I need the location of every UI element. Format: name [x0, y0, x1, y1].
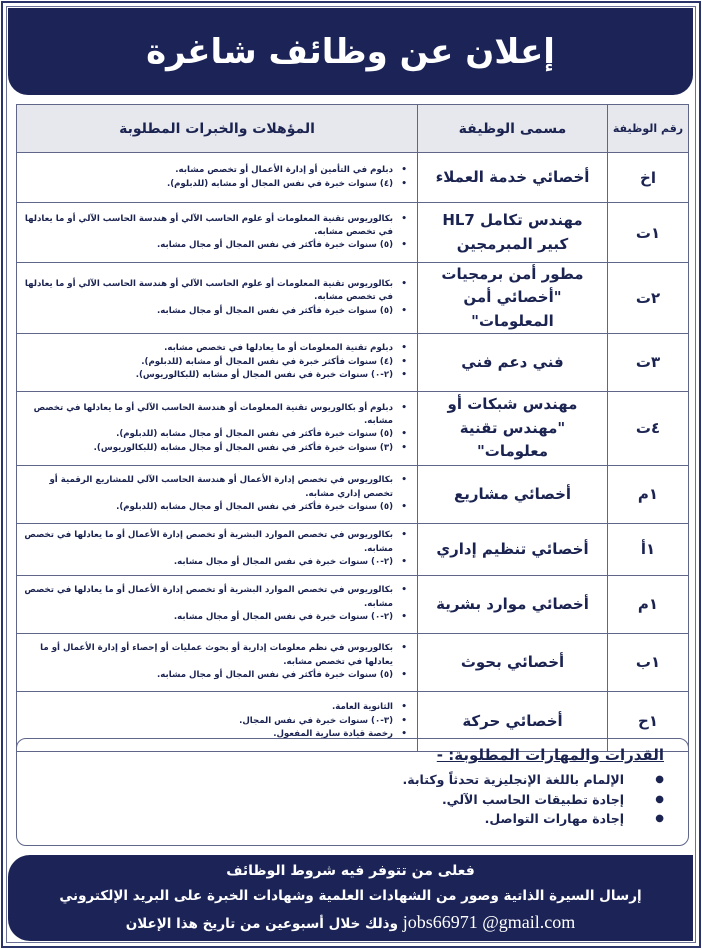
- skills-title: القدرات والمهارات المطلوبة: -: [436, 746, 664, 764]
- header-banner: [8, 8, 693, 95]
- job-code: ١م: [608, 465, 689, 523]
- column-header-title: مسمى الوظيفة: [418, 105, 608, 153]
- job-qualifications: [17, 203, 418, 263]
- qualification-item: • (٣) سنوات خبرة فأكثر في نفس المجال أو مجال مشابه (للبكالوريوس).: [23, 442, 409, 455]
- email-link[interactable]: jobs66971 @gmail.com: [402, 912, 576, 932]
- qualifications-list: [23, 164, 409, 191]
- qualification-item: • بكالوريوس في تخصص الموارد البشرية أو تخصص إدارة الأعمال أو ما يعادلها في تخصص مشابه.: [23, 529, 409, 556]
- job-title: أخصائي حركة: [418, 691, 608, 751]
- skill-item: ● الإلمام باللغة الإنجليزية تحدثاً وكتابة.: [17, 770, 664, 790]
- job-title: فني دعم فني: [418, 333, 608, 391]
- column-header-code: رقم الوظيفة: [608, 105, 689, 153]
- page-title: إعلان عن وظائف شاغرة: [146, 31, 555, 72]
- qualification-item: • بكالوريوس في تخصص إدارة الأعمال أو هندسة الحاسب الآلي للمشاريع الرقمية أو تخصص إداري مشابه.: [23, 474, 409, 501]
- table-row: [17, 391, 689, 465]
- footer-deadline: وذلك خلال أسبوعين من تاريخ هذا الإعلان: [125, 916, 398, 932]
- qualification-item: • بكالوريوس تقنية المعلومات أو علوم الحاسب الآلي أو هندسة الحاسب الآلي أو ما يعادلها في تخصص مشابه.: [23, 213, 409, 240]
- job-title: أخصائي خدمة العملاء: [418, 153, 608, 203]
- table-row: [17, 153, 689, 203]
- qualifications-list: [23, 213, 409, 253]
- job-title: أخصائي موارد بشرية: [418, 575, 608, 633]
- qualification-item: • (٥) سنوات خبرة فأكثر في نفس المجال أو مجال مشابه (للدبلوم).: [23, 501, 409, 514]
- qualification-item: • بكالوريوس في نظم معلومات إدارية أو بحوث عمليات أو إحصاء أو إدارة الأعمال أو ما يعادلها في تخصص مشابه.: [23, 642, 409, 669]
- job-code: ١أ: [608, 523, 689, 575]
- skills-box: [16, 738, 689, 846]
- table-row: [17, 575, 689, 633]
- qualification-item: • بكالوريوس تقنية المعلومات أو علوم الحاسب الآلي أو هندسة الحاسب الآلي أو ما يعادلها في تخصص مشابه.: [23, 278, 409, 305]
- job-qualifications: [17, 633, 418, 691]
- job-qualifications: [17, 523, 418, 575]
- job-code: ١ب: [608, 633, 689, 691]
- qualification-item: • (٢-٠) سنوات خبرة في نفس المجال أو مشابه (للبكالوريوس).: [23, 369, 409, 382]
- qualification-item: • (٢-٠) سنوات خبرة في نفس المجال أو مجال مشابه.: [23, 611, 409, 624]
- footer-banner: [8, 855, 693, 941]
- job-qualifications: [17, 575, 418, 633]
- qualifications-list: [23, 529, 409, 569]
- job-title: مهندس تكامل HL7 كبير المبرمجين: [418, 203, 608, 263]
- qualification-item: • (٤) سنوات خبرة في نفس المجال أو مشابه (للدبلوم).: [23, 178, 409, 191]
- qualification-item: • (٣-٠) سنوات خبرة في نفس المجال.: [23, 715, 409, 728]
- skills-list: [17, 770, 664, 829]
- footer-instructions: إرسال السيرة الذاتية وصور من الشهادات العلمية وشهادات الخبرة على البريد الإلكتروني: [59, 888, 642, 904]
- job-qualifications: [17, 465, 418, 523]
- qualification-item: • رخصة قيادة سارية المفعول.: [23, 728, 409, 741]
- table-row: [17, 333, 689, 391]
- qualification-item: • (٥) سنوات خبرة فأكثر في نفس المجال أو مجال مشابه.: [23, 305, 409, 318]
- skill-item: ● إجادة مهارات التواصل.: [17, 809, 664, 829]
- job-code: ٢ت: [608, 263, 689, 334]
- table-row: [17, 203, 689, 263]
- qualification-item: • (٢-٠) سنوات خبرة في نفس المجال أو مجال مشابه.: [23, 556, 409, 569]
- job-code: اخ: [608, 153, 689, 203]
- job-title: أخصائي مشاريع: [418, 465, 608, 523]
- footer-heading: فعلى من تتوفر فيه شروط الوظائف: [226, 863, 475, 879]
- qualification-item: • (٥) سنوات خبرة فأكثر في نفس المجال أو مجال مشابه.: [23, 669, 409, 682]
- job-title: أخصائي بحوث: [418, 633, 608, 691]
- qualification-item: • (٥) سنوات خبرة فأكثر في نفس المجال أو مجال مشابه.: [23, 239, 409, 252]
- qualification-item: • (٥) سنوات خبرة فأكثر في نفس المجال أو مجال مشابه (للدبلوم).: [23, 428, 409, 441]
- table-row: [17, 633, 689, 691]
- job-qualifications: [17, 263, 418, 334]
- skill-item: ● إجادة تطبيقات الحاسب الآلي.: [17, 790, 664, 810]
- job-title: أخصائي تنظيم إداري: [418, 523, 608, 575]
- qualifications-list: [23, 342, 409, 382]
- qualifications-list: [23, 278, 409, 318]
- qualification-item: • دبلوم تقنية المعلومات أو ما يعادلها في تخصص مشابه.: [23, 342, 409, 355]
- jobs-table: [16, 104, 689, 752]
- job-title: مطور أمن برمجيات "أخصائي أمن المعلومات": [418, 263, 608, 334]
- job-title: مهندس شبكات أو "مهندس تقنية معلومات": [418, 391, 608, 465]
- job-code: ٤ت: [608, 391, 689, 465]
- footer-email-line: [8, 909, 693, 937]
- job-qualifications: [17, 333, 418, 391]
- table-header-row: [17, 105, 689, 153]
- qualification-item: • دبلوم في التأمين أو إدارة الأعمال أو تخصص مشابه.: [23, 164, 409, 177]
- job-qualifications: [17, 391, 418, 465]
- qualifications-list: [23, 701, 409, 741]
- qualifications-list: [23, 474, 409, 514]
- jobs-table-body: [17, 153, 689, 752]
- qualification-item: • (٤) سنوات فأكثر خبرة في نفس المجال أو مشابه (للدبلوم).: [23, 356, 409, 369]
- column-header-qualifications: المؤهلات والخبرات المطلوبة: [17, 105, 418, 153]
- job-qualifications: [17, 153, 418, 203]
- qualification-item: • الثانوية العامة.: [23, 701, 409, 714]
- job-code: ٣ت: [608, 333, 689, 391]
- table-row: [17, 263, 689, 334]
- qualification-item: • دبلوم أو بكالوريوس تقنية المعلومات أو هندسة الحاسب الآلي أو ما يعادلها في تخصص مشابه.: [23, 402, 409, 429]
- qualification-item: • بكالوريوس في تخصص الموارد البشرية أو تخصص إدارة الأعمال أو ما يعادلها في تخصص مشابه.: [23, 584, 409, 611]
- table-row: [17, 465, 689, 523]
- table-row: [17, 523, 689, 575]
- qualifications-list: [23, 642, 409, 682]
- job-code: ١م: [608, 575, 689, 633]
- qualifications-list: [23, 402, 409, 455]
- qualifications-list: [23, 584, 409, 624]
- job-code: ١ت: [608, 203, 689, 263]
- job-code: ١ح: [608, 691, 689, 751]
